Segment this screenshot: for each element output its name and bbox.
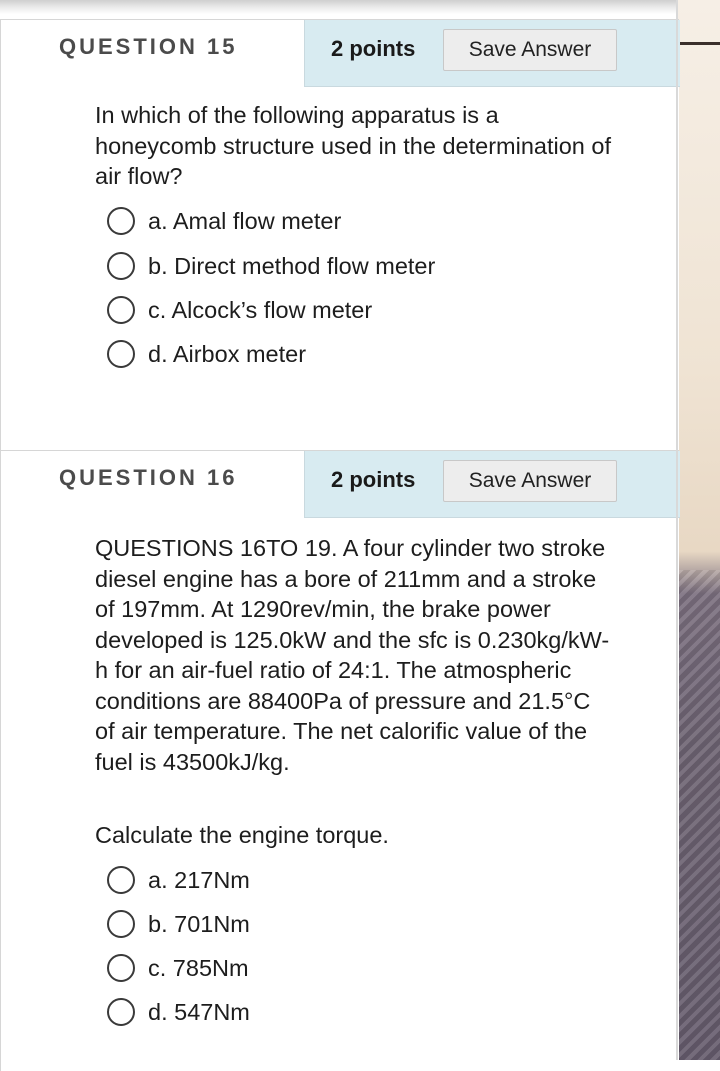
- radio-button[interactable]: [107, 954, 135, 982]
- save-answer-button[interactable]: Save Answer: [443, 460, 617, 502]
- radio-button[interactable]: [107, 340, 135, 368]
- background-texture: [678, 570, 720, 1060]
- question-header-box: [304, 20, 680, 87]
- question-text: QUESTIONS 16TO 19. A four cylinder two stroke diesel engine has a bore of 211mm and a stroke of 197mm. At 1290rev/min, the brake power developed is 125.0kW and the sfc is 0.230kg/kW-h for an air-fuel ratio of 24:1. The atmospheric conditions are 88400Pa of pressure and 21.5°C of air temperature. The net calorific value of the fuel is 43500kJ/kg.: [95, 535, 610, 775]
- radio-button[interactable]: [107, 207, 135, 235]
- points-label: 2 points: [331, 36, 416, 61]
- question-text: In which of the following apparatus is a honeycomb structure used in the determination of air flow?: [95, 102, 611, 189]
- radio-button[interactable]: [107, 296, 135, 324]
- option-label: b. 701Nm: [148, 911, 250, 937]
- radio-button[interactable]: [107, 252, 135, 280]
- option-label: c. 785Nm: [148, 955, 249, 981]
- background-photo-strip: [678, 0, 720, 1060]
- radio-button[interactable]: [107, 866, 135, 894]
- points-label: 2 points: [331, 467, 416, 492]
- option-label: c. Alcock’s flow meter: [148, 297, 373, 323]
- question-title: QUESTION 15: [59, 34, 238, 59]
- question-title: QUESTION 16: [59, 465, 238, 490]
- save-answer-button[interactable]: Save Answer: [443, 29, 617, 71]
- option-label: d. 547Nm: [148, 999, 250, 1025]
- option-label: a. 217Nm: [148, 867, 250, 893]
- question-16: [0, 450, 679, 1071]
- radio-button[interactable]: [107, 910, 135, 938]
- option-label: d. Airbox meter: [148, 341, 307, 367]
- option-label: a. Amal flow meter: [148, 208, 342, 234]
- question-header-box: [304, 451, 680, 518]
- background-line: [678, 42, 720, 45]
- option-label: b. Direct method flow meter: [148, 253, 436, 279]
- radio-button[interactable]: [107, 998, 135, 1026]
- page-edge-divider: [676, 0, 678, 1060]
- question-prompt: Calculate the engine torque.: [95, 822, 389, 848]
- question-15: [0, 19, 679, 450]
- top-shadow: [0, 0, 680, 14]
